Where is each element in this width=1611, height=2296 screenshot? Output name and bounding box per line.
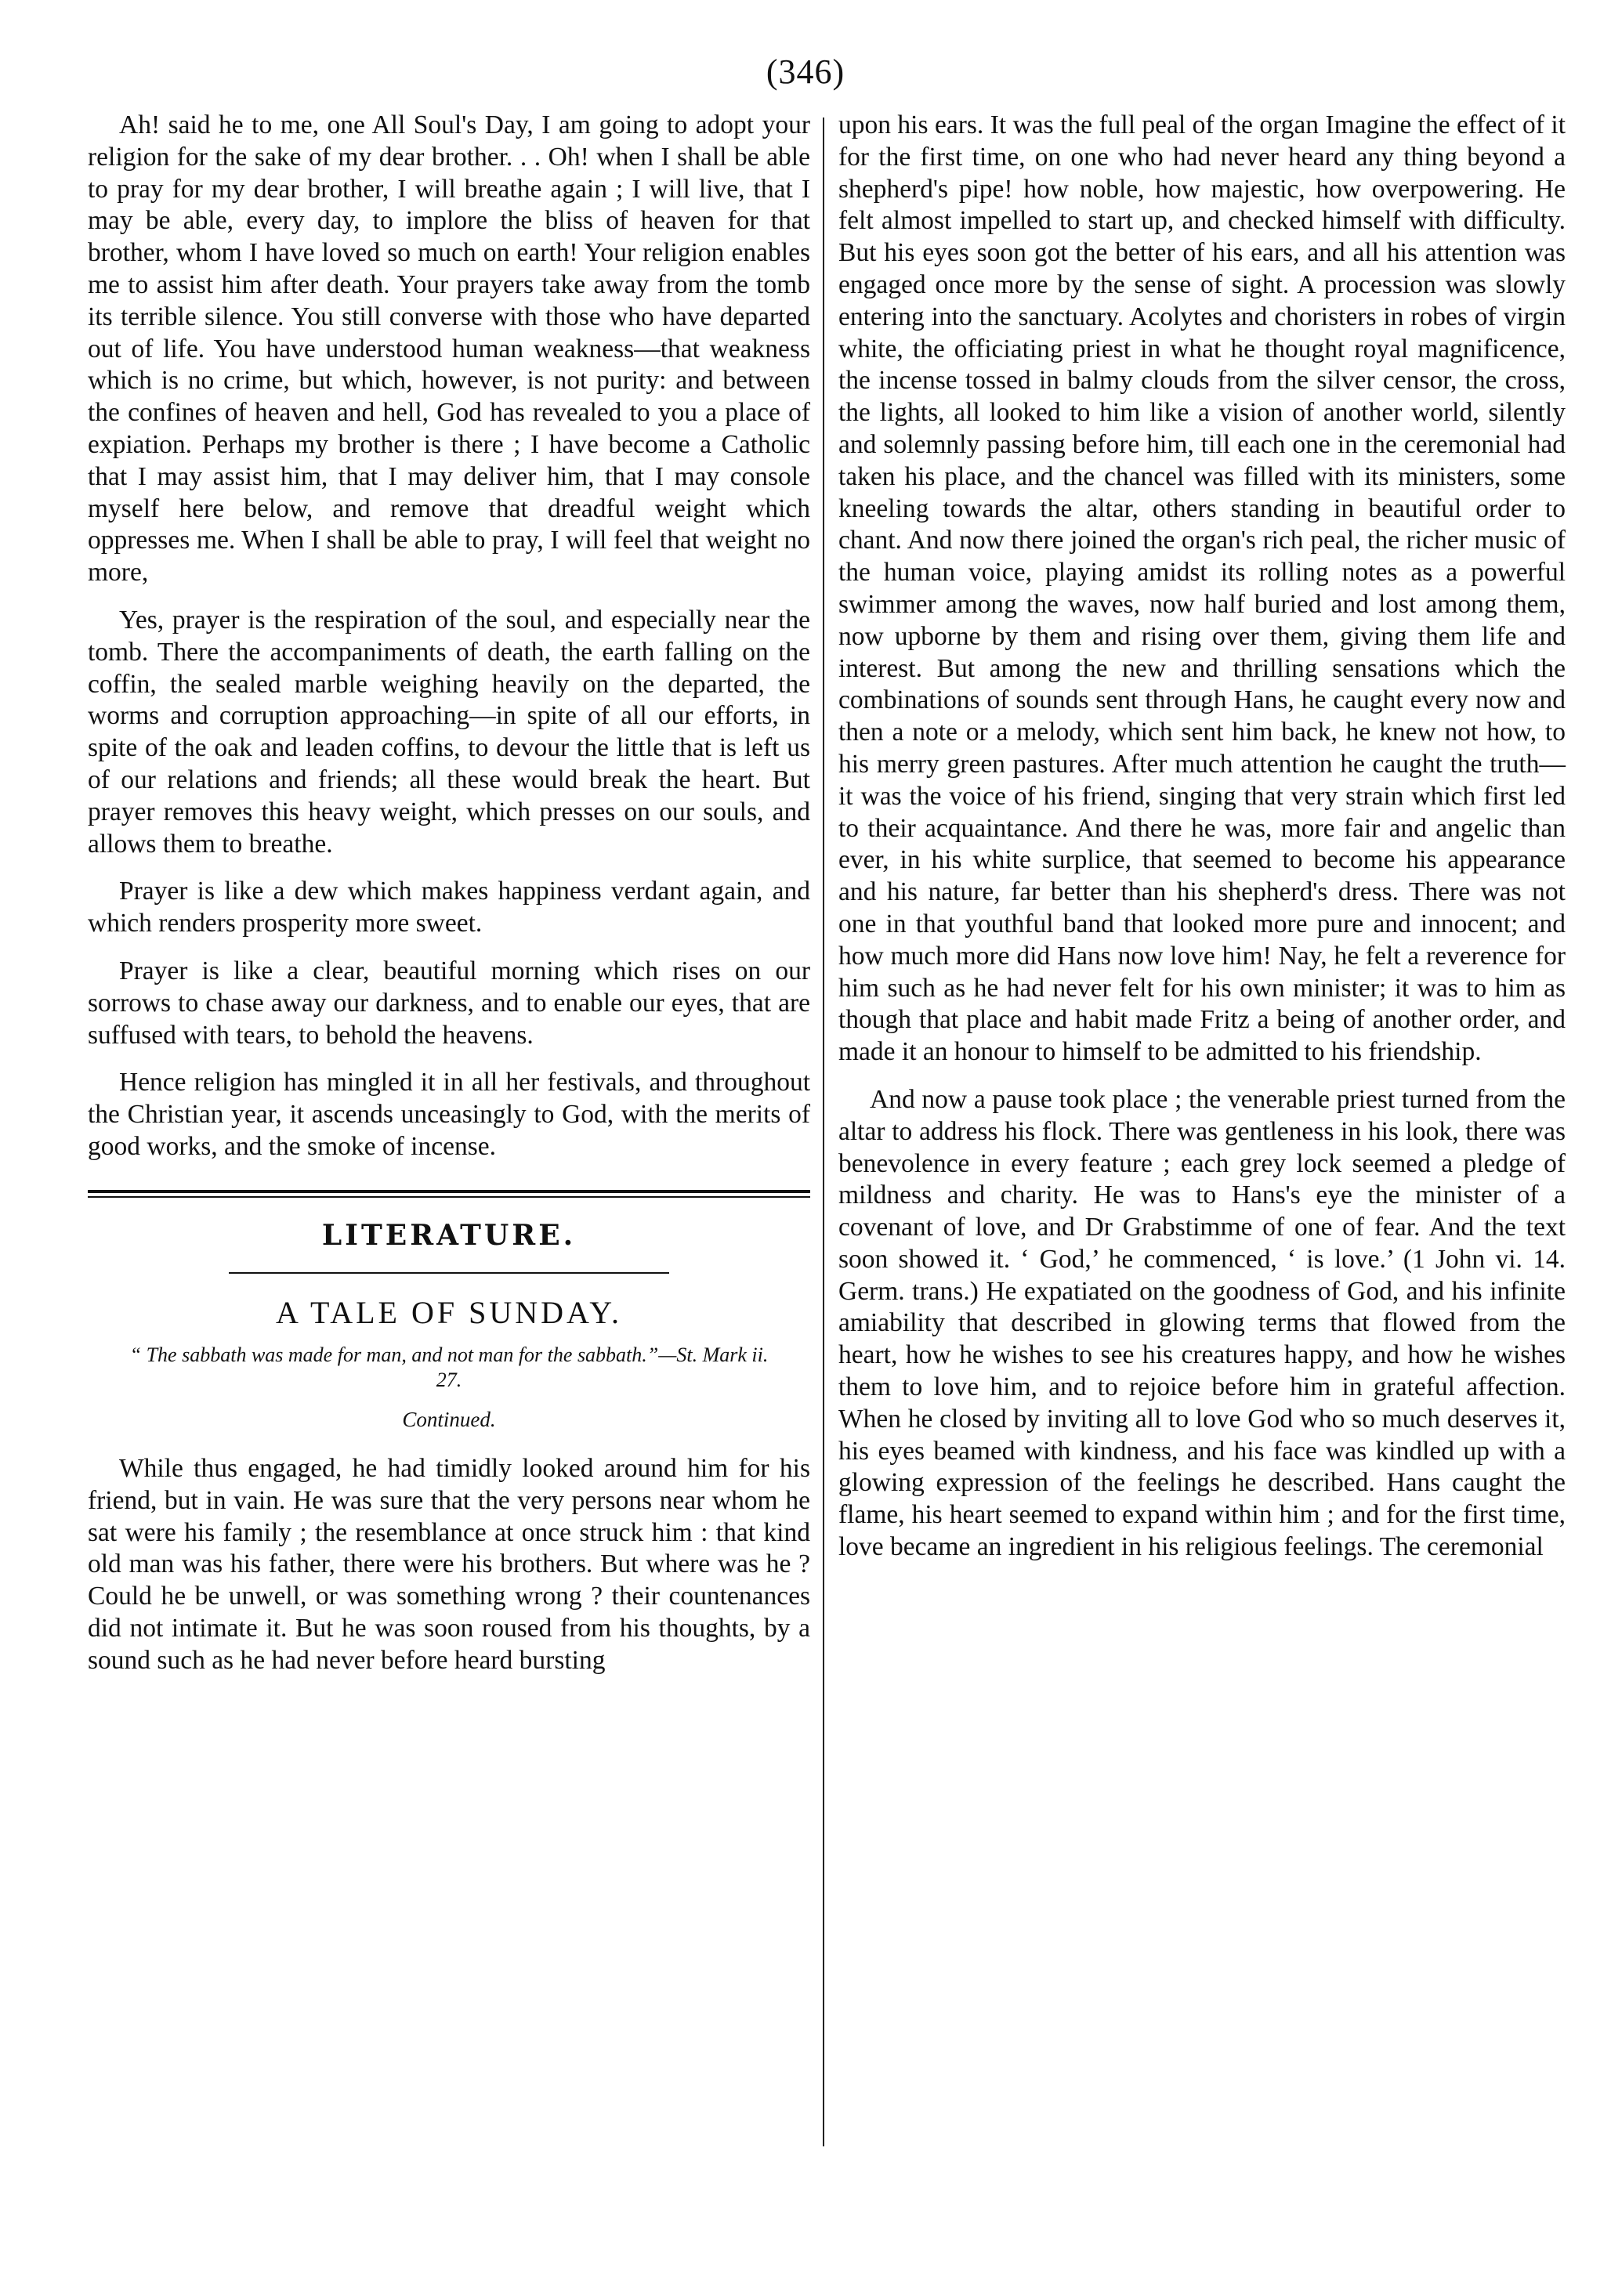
- left-column: [88, 110, 810, 1677]
- continued-note: Continued.: [402, 1408, 496, 1432]
- paragraph-prayer-dew: Prayer is like a dew which makes happiness verdant again, and which renders prosperity more sweet.: [88, 877, 810, 938]
- article-title: A TALE OF SUNDAY.: [276, 1294, 622, 1330]
- section-heading: LITERATURE.: [321, 1218, 577, 1252]
- right-column: [838, 110, 1566, 1564]
- paragraph-sermon: And now a pause took place ; the venerable priest turned from the altar to address his flock. There was gentleness in his look, there was benevolence in every feature ; each grey lock seemed a pledge of mildness and charity. He was to Hans's eye the minister of a covenant of love, and Dr Grabstimme of one of fear. And the text soon showed it. ‘ God,’ he commenced, ‘ is love.’ (1 John vi. 14. Germ. trans.) He expatiated on the goodness of God, and his infinite amiability that described in glowing terms that flowed from the heart, how he wishes to see his creatures happy, and how he wishes them to love him, and to rejoice before him in grateful affection. When he closed by inviting all to love God who so much deserves it, his eyes beamed with kindness, and his face was kindled up with a glowing expression of the feelings he described. Hans caught the flame, his heart seemed to expand within him ; and for the first time, love became an ingredient in his religious feelings. The ceremonial: [838, 1084, 1566, 1562]
- paragraph-prayer-morning: Prayer is like a clear, beautiful morning which rises on our sorrows to chase away our darkness, and to enable our eyes, that are suffused with tears, to behold the heavens.: [88, 956, 810, 1050]
- paragraph-organ-peal: upon his ears. It was the full peal of the organ Imagine the effect of it for the first time, on one who had never heard any thing beyond a shepherd's pipe! how noble, how majestic, how overpowering. He felt almost impelled to start up, and checked himself with difficulty. But his eyes soon got the better of his ears, and all his attention was engaged once more by the sense of sight. A procession was slowly entering into the sanctuary. Acolytes and choristers in robes of virgin white, the officiating priest in what he thought royal magnificence, the incense tossed in balmy clouds from the silver censor, the cross, the lights, all looked to him like a vision of another world, silently and solemnly passing before him, till each one in the ceremonial had taken his place, and the chancel was filled with its ministers, some kneeling towards the altar, others standing in beautiful order to chant. And now there joined the organ's rich peal, the richer music of the human voice, playing amidst its rolling notes as a powerful swimmer among the waves, now half buried and lost among them, now upborne by them and rising over them, giving them life and interest. But among the new and thrilling sensations which the combinations of sounds sent through Hans, he caught every now and then a note or a melody, which sent him back, he knew not how, to his merry green pastures. After much attention he caught the truth—it was the voice of his friend, singing that very strain which first led to their acquaintance. And there he was, more fair and angelic than ever, in his white surplice, that seemed to become his appearance and his nature, far better than his shepherd's dress. There was not one in that youthful band that looked more pure and innocent; and how much more did Hans now love him! Nay, he felt a reverence for him such as he had never felt for his own minister; it was to him as though that place and habit made Fritz a being of another order, and made it an honour to himself to be admitted to his friendship.: [838, 110, 1566, 1067]
- paragraph-tale-opening: While thus engaged, he had timidly looked around him for his friend, but in vain. He was sure that the very persons near whom he sat were his family ; the resemblance at once struck him : that kind old man was his father, there were his brothers. But where was he ? Could he be unwell, or was something wrong ? their countenances did not intimate it. But he was soon roused from his thoughts, by a sound such as he had never before heard bursting: [88, 1454, 810, 1675]
- column-divider: [823, 118, 824, 2146]
- section-divider: [88, 1190, 810, 1198]
- page-number: (346): [766, 52, 845, 91]
- epigraph: “ The sabbath was made for man, and not man for the sabbath.”—St. Mark ii. 27.: [129, 1343, 769, 1392]
- heading-rule: [229, 1272, 669, 1274]
- paragraph-prayer-respiration: Yes, prayer is the respiration of the soul, and especially near the tomb. There the accompaniments of death, the earth falling on the coffin, the sealed marble weighing heavily on the departed, the worms and corruption approaching—in spite of all our efforts, in spite of the oak and leaden coffins, to devour the little that is left us of our relations and friends; all these would break the heart. But prayer removes this heavy weight, which presses on our souls, and allows them to breathe.: [88, 605, 810, 859]
- paragraph-religion-festivals: Hence religion has mingled it in all her festivals, and throughout the Christian year, it ascends unceasingly to God, with the merits of good works, and the smoke of incense.: [88, 1068, 810, 1161]
- paragraph-all-souls: Ah! said he to me, one All Soul's Day, I am going to adopt your religion for the sake of my dear brother. . . Oh! when I shall be able to pray for my dear brother, I will breathe again ; I will live, that I may be able, every day, to implore the bliss of heaven for that brother, whom I have loved so much on earth! Your religion enables me to assist him after death. Your prayers take away from the tomb its terrible silence. You still converse with those who have departed out of life. You have understood human weakness—that weakness which is no crime, but which, however, is not purity: and between the confines of heaven and hell, God has revealed to you a place of expiation. Perhaps my brother is there ; I have become a Catholic that I may assist him, that I may deliver him, that I may console myself here below, and remove that dreadful weight which oppresses me. When I shall be able to pray, I will feel that weight no more,: [88, 110, 810, 588]
